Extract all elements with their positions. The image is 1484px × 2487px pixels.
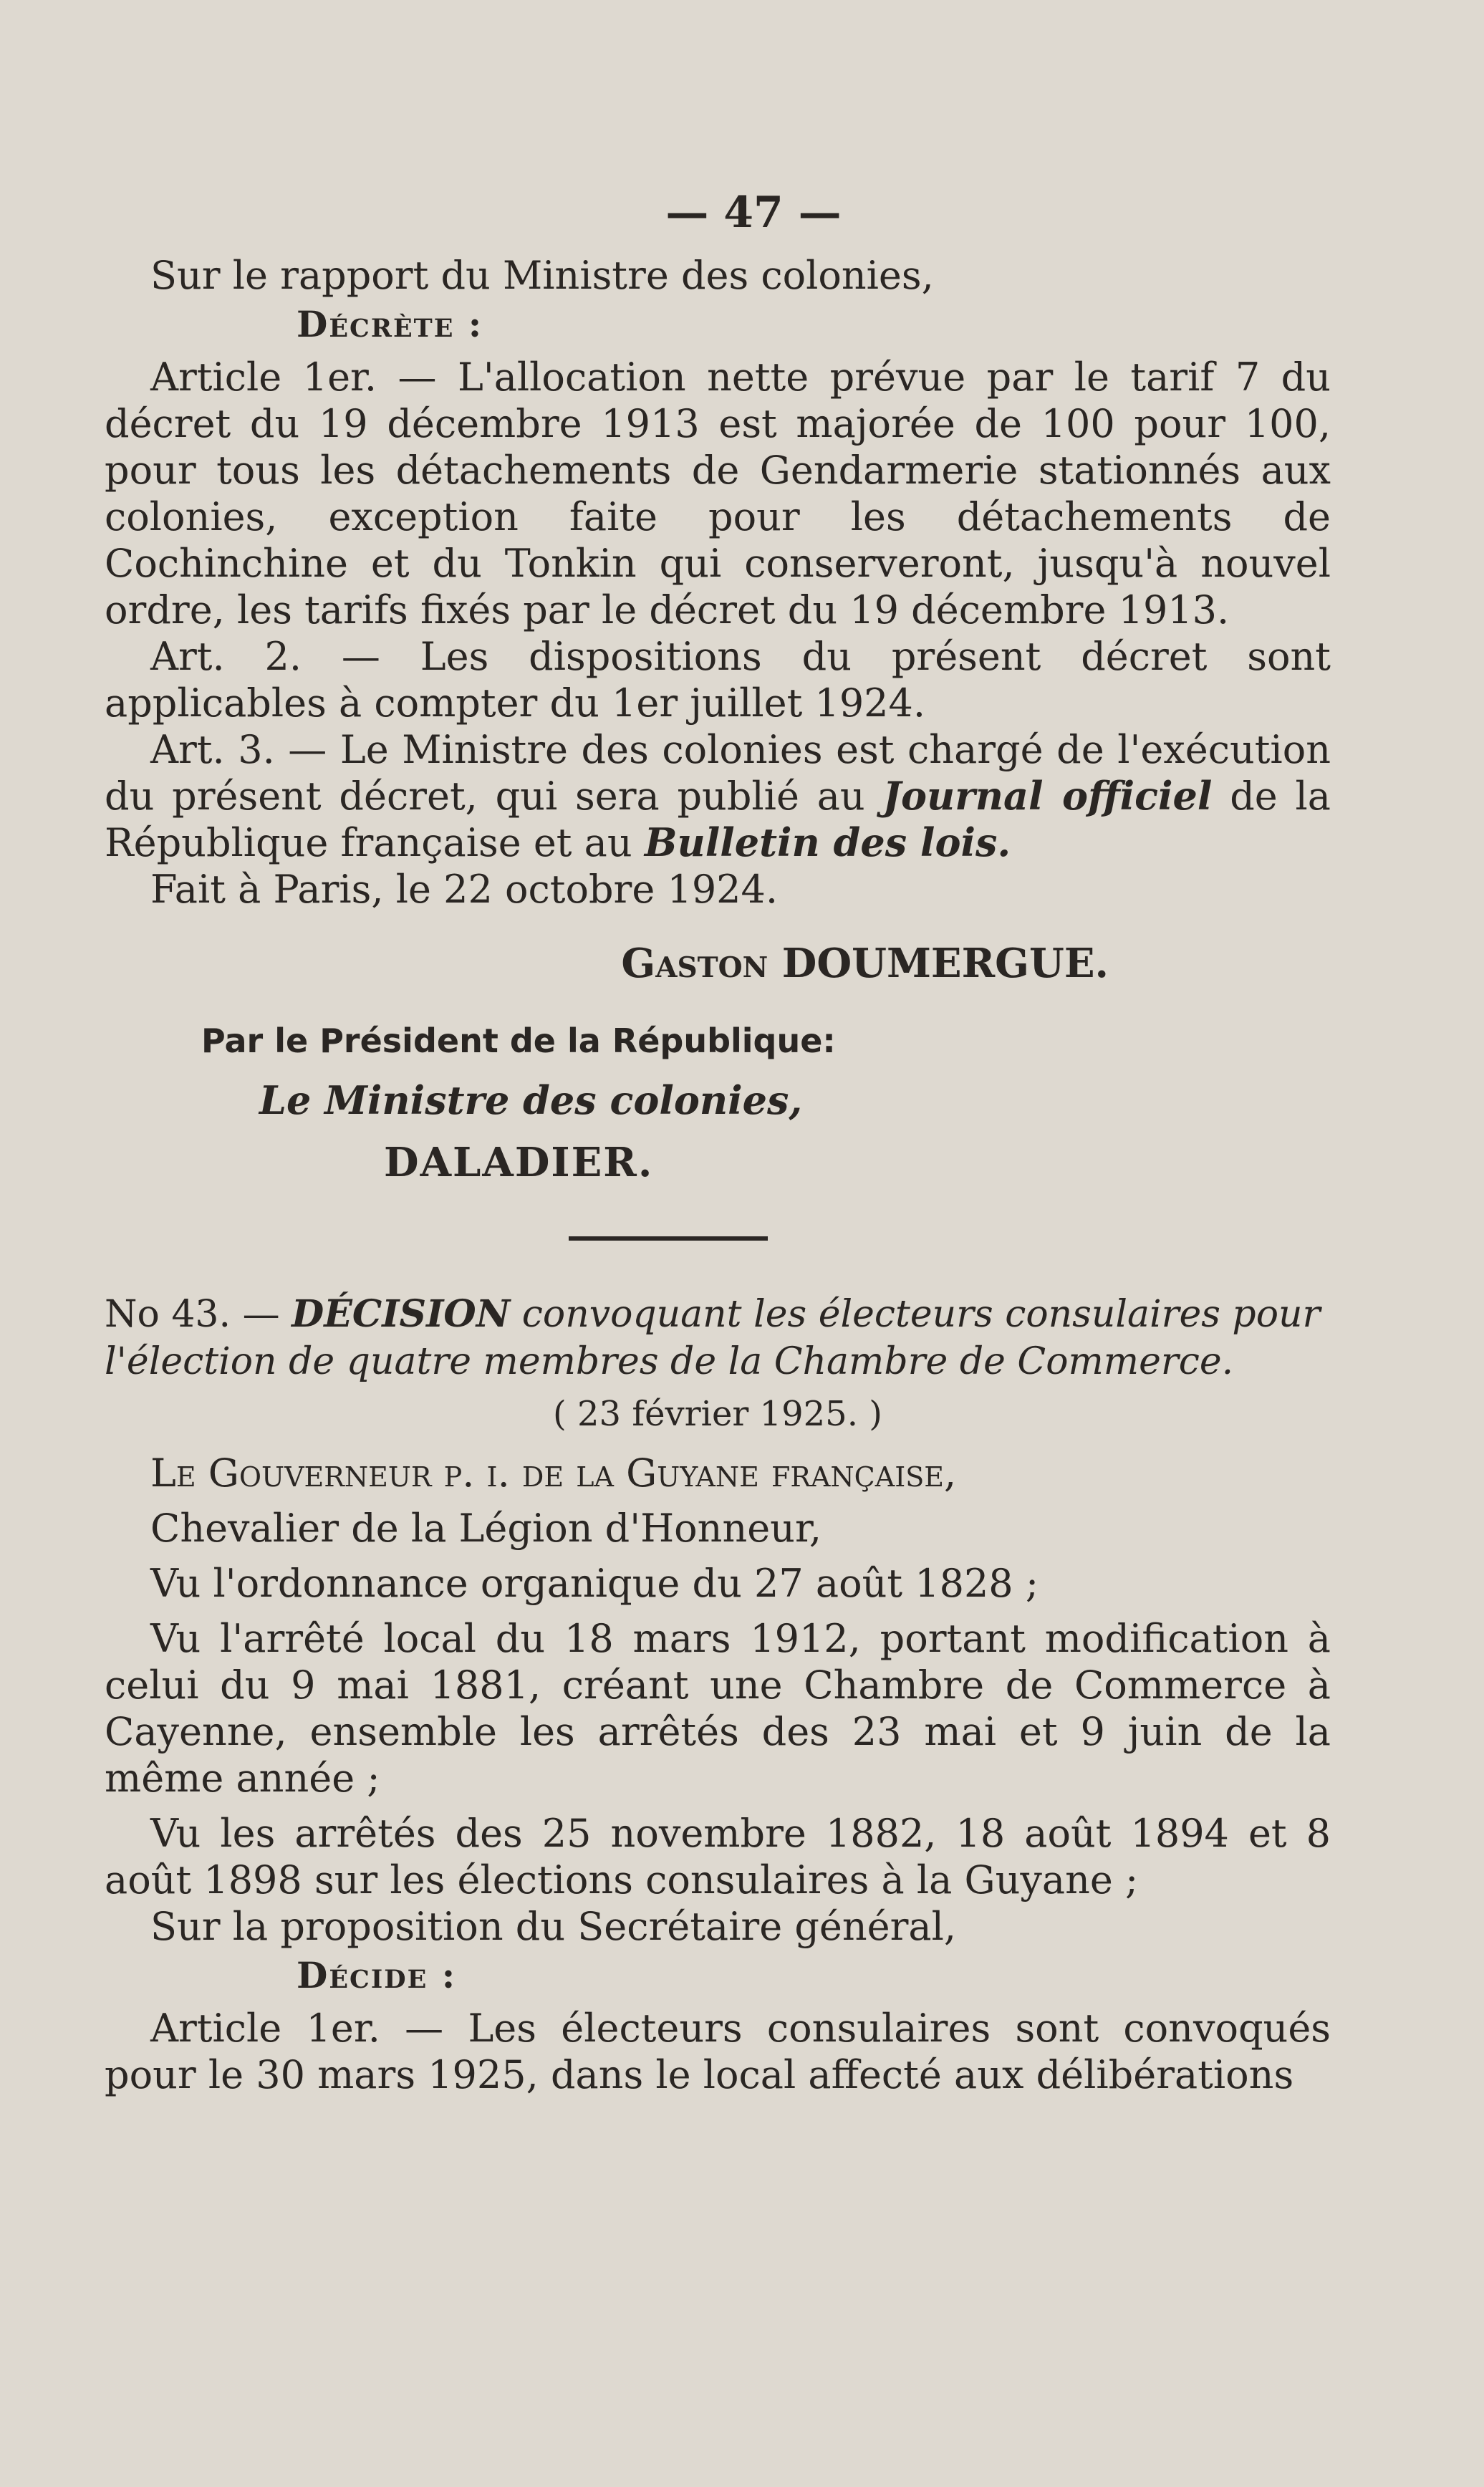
decree-article-3-text-a: Art. 3. — Le Ministre des colonies est chargé de l'exécution du présent décret, qui sera publié au <box>105 727 1331 819</box>
countersign-lead: Par le Président de la République: <box>201 1021 836 1060</box>
decision-chevalier: Chevalier de la Légion d'Honneur, <box>150 1506 822 1551</box>
decree-decrete-heading: Décrète : <box>297 303 483 345</box>
decree-article-3-bulletin: Bulletin des lois. <box>644 819 1011 865</box>
decree-article-3-journal: Journal officiel <box>882 773 1213 819</box>
decision-keyword: DÉCISION <box>292 1292 511 1336</box>
decision-vu-2: Vu l'arrêté local du 18 mars 1912, portant modification à celui du 9 mai 1881, créant une Chambre de Commerce à Cayenne, ensemble les arrêtés des 23 mai et 9 juin de la même année ; <box>105 1616 1331 1801</box>
decree-article-3 <box>105 726 1331 866</box>
countersign-name: DALADIER. <box>384 1139 654 1186</box>
decree-article-2: Art. 2. — Les dispositions du présent décret sont applicables à compter du 1er juillet 1924. <box>105 634 1331 726</box>
decision-heading <box>105 1291 1331 1385</box>
decision-number: No 43. — <box>105 1293 280 1336</box>
page-content <box>105 188 1331 2098</box>
decree-article-3-text-b: de la République française et au <box>105 774 1331 865</box>
decision-date: ( 23 février 1925. ) <box>553 1394 882 1434</box>
page-number: — 47 — <box>665 188 842 238</box>
decree-signature: Gaston DOUMERGUE. <box>621 940 1109 987</box>
decree-article-1: Article 1er. — L'allocation nette prévue par le tarif 7 du décret du 19 décembre 1913 est majorée de 100 pour 100, pour tous les détachements de Gendarmerie stationnés aux colonies, exception faite pour les détachements de Cochinchine et du Tonkin qui conserveront, jusqu'à nouvel ordre, les tarifs fixés par le décret du 19 décembre 1913. <box>105 355 1331 632</box>
decision-title: convoquant les électeurs consulaires pour l'élection de quatre membres de la Chambre de Commerce. <box>105 1293 1321 1383</box>
decree-intro: Sur le rapport du Ministre des colonies, <box>150 253 934 298</box>
decision-sur: Sur la proposition du Secrétaire général, <box>150 1904 957 1949</box>
decision-vu-1: Vu l'ordonnance organique du 27 août 1828 ; <box>150 1561 1039 1606</box>
decision-governor: Le Gouverneur p. i. de la Guyane française, <box>150 1451 957 1496</box>
decision-vu-3: Vu les arrêtés des 25 novembre 1882, 18 août 1894 et 8 août 1898 sur les élections consulaires à la Guyane ; <box>105 1811 1331 1902</box>
decision-article-1: Article 1er. — Les électeurs consulaires sont convoqués pour le 30 mars 1925, dans le local affecté aux délibérations <box>105 2006 1331 2097</box>
decision-decide-heading: Décide : <box>297 1954 457 1996</box>
decree-fait: Fait à Paris, le 22 octobre 1924. <box>150 867 779 912</box>
countersign-title: Le Ministre des colonies, <box>259 1077 803 1123</box>
section-divider <box>569 1236 768 1241</box>
